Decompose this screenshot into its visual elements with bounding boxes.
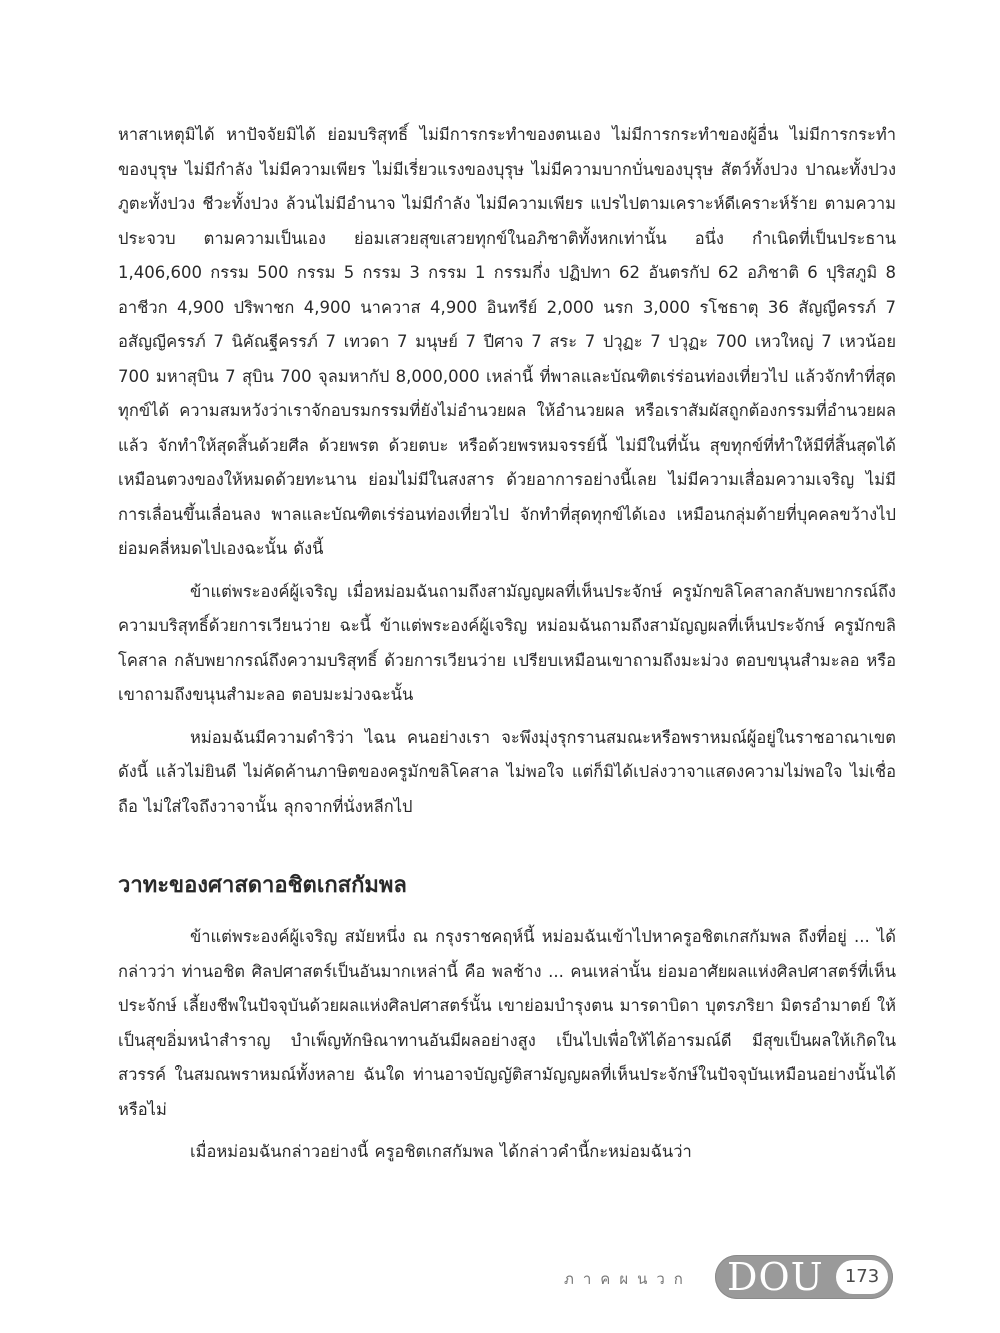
section-heading: วาทะของศาสดาอชิตเกสกัมพล	[118, 873, 407, 898]
section-paragraph-1: ข้าแต่พระองค์ผู้เจริญ สมัยหนึ่ง ณ กรุงราชคฤห์นี้ หม่อมฉันเข้าไปหาครูอชิตเกสกัมพล ถึงที่อยู่ ... ได้กล่าวว่า ท่านอชิต ศิลปศาสตร์เป็นอันมากเหล่านี้ คือ พลช้าง ... คนเหล่านั้น ย่อมอาศัยผลแห่งศิลปศาสตร์ที่เห็นประจักษ์ เลี้ยงชีพในปัจจุบันด้วยผลแห่งศิลปศาสตร์นั้น เขาย่อมบำรุงตน มารดาบิดา บุตรภริยา มิตรอำมาตย์ ให้เป็นสุขอิ่มหนำสำราญ บำเพ็ญทักษิณาทานอันมีผลอย่างสูง เป็นไปเพื่อให้ได้อารมณ์ดี มีสุขเป็นผลให้เกิดในสวรรค์ ในสมณพราหมณ์ทั้งหลาย ฉันใด ท่านอาจบัญญัติสามัญญผลที่เห็นประจักษ์ในปัจจุบันเหมือนอย่างนั้นได้หรือไม่	[118, 927, 896, 1119]
section-paragraph-2: เมื่อหม่อมฉันกล่าวอย่างนี้ ครูอชิตเกสกัมพล ได้กล่าวคำนี้กะหม่อมฉันว่า	[190, 1142, 692, 1161]
body-paragraph-2: ข้าแต่พระองค์ผู้เจริญ เมื่อหม่อมฉันถามถึงสามัญญผลที่เห็นประจักษ์ ครูมักขลิโคสาลกลับพยากรณ์ถึงความบริสุทธิ์ด้วยการเวียนว่าย ฉะนี้ ข้าแต่พระองค์ผู้เจริญ หม่อมฉันถามถึงสามัญญผลที่เห็นประจักษ์ ครูมักขลิโคสาล กลับพยากรณ์ถึงความบริสุทธิ์ ด้วยการเวียนว่าย เปรียบเหมือนเขาถามถึงมะม่วง ตอบขนุนสำมะลอ หรือเขาถามถึงขนุนสำมะลอ ตอบมะม่วงฉะนั้น	[118, 581, 896, 704]
footer-section-label: ภาคผนวก	[564, 1270, 692, 1288]
body-paragraph-1: หาสาเหตุมิได้ หาปัจจัยมิได้ ย่อมบริสุทธิ์ ไม่มีการกระทำของตนเอง ไม่มีการกระทำของผู้อื่น ไม่มีการกระทำของบุรุษ ไม่มีกำลัง ไม่มีความเพียร ไม่มีเรี่ยวแรงของบุรุษ ไม่มีความบากบั่นของบุรุษ สัตว์ทั้งปวง ปาณะทั้งปวง ภูตะทั้งปวง ชีวะทั้งปวง ล้วนไม่มีอำนาจ ไม่มีกำลัง ไม่มีความเพียร แปรไปตามเคราะห์ดีเคราะห์ร้าย ตามความประจวบ ตามความเป็นเอง ย่อมเสวยสุขเสวยทุกข์ในอภิชาติทั้งหกเท่านั้น อนึ่ง กำเนิดที่เป็นประธาน 1,406,600 กรรม 500 กรรม 5 กรรม 3 กรรม 1 กรรมกึ่ง ปฏิปทา 62 อันตรกัป 62 อภิชาติ 6 ปุริสภูมิ 8 อาชีวก 4,900 ปริพาชก 4,900 นาควาส 4,900 อินทรีย์ 2,000 นรก 3,000 รโชธาตุ 36 สัญญีครรภ์ 7 อสัญญีครรภ์ 7 นิคัณฐีครรภ์ 7 เทวดา 7 มนุษย์ 7 ปีศาจ 7 สระ 7 ปวุฏะ 7 ปวุฏะ 700 เหวใหญ่ 7 เหวน้อย 700 มหาสุบิน 7 สุบิน 700 จุลมหากัป 8,000,000 เหล่านี้ ที่พาลและบัณฑิตเร่ร่อนท่องเที่ยวไป แล้วจักทำที่สุดทุกข์ได้ ความสมหวังว่าเราจักอบรมกรรมที่ยังไม่อำนวยผล ให้อำนวยผล หรือเราสัมผัสถูกต้องกรรมที่อำนวยผลแล้ว จักทำให้สุดสิ้นด้วยศีล ด้วยพรต ด้วยตบะ หรือด้วยพรหมจรรย์นี้ ไม่มีในที่นั้น สุขทุกข์ที่ทำให้มีที่สิ้นสุดได้ เหมือนตวงของให้หมดด้วยทะนาน ย่อมไม่มีในสงสาร ด้วยอาการอย่างนี้เลย ไม่มีความเสื่อมความเจริญ ไม่มีการเลื่อนขึ้นเลื่อนลง พาลและบัณฑิตเร่ร่อนท่องเที่ยวไป จักทำที่สุดทุกข์ได้เอง เหมือนกลุ่มด้ายที่บุคคลขว้างไป ย่อมคลี่หมดไปเองฉะนั้น ดังนี้	[118, 125, 896, 558]
page-content	[118, 118, 896, 1170]
brand-logo: DOU	[727, 1255, 824, 1299]
page-footer	[540, 1255, 900, 1299]
footer-badge	[715, 1255, 893, 1299]
page-number: 173	[836, 1260, 888, 1294]
body-paragraph-3: หม่อมฉันมีความดำริว่า ไฉน คนอย่างเรา จะพึงมุ่งรุกรานสมณะหรือพราหมณ์ผู้อยู่ในราชอาณาเขตดังนี้ แล้วไม่ยินดี ไม่คัดค้านภาษิตของครูมักขลิโคสาล ไม่พอใจ แต่ก็มิได้เปล่งวาจาแสดงความไม่พอใจ ไม่เชื่อถือ ไม่ใส่ใจถึงวาจานั้น ลุกจากที่นั่งหลีกไป	[118, 727, 896, 816]
